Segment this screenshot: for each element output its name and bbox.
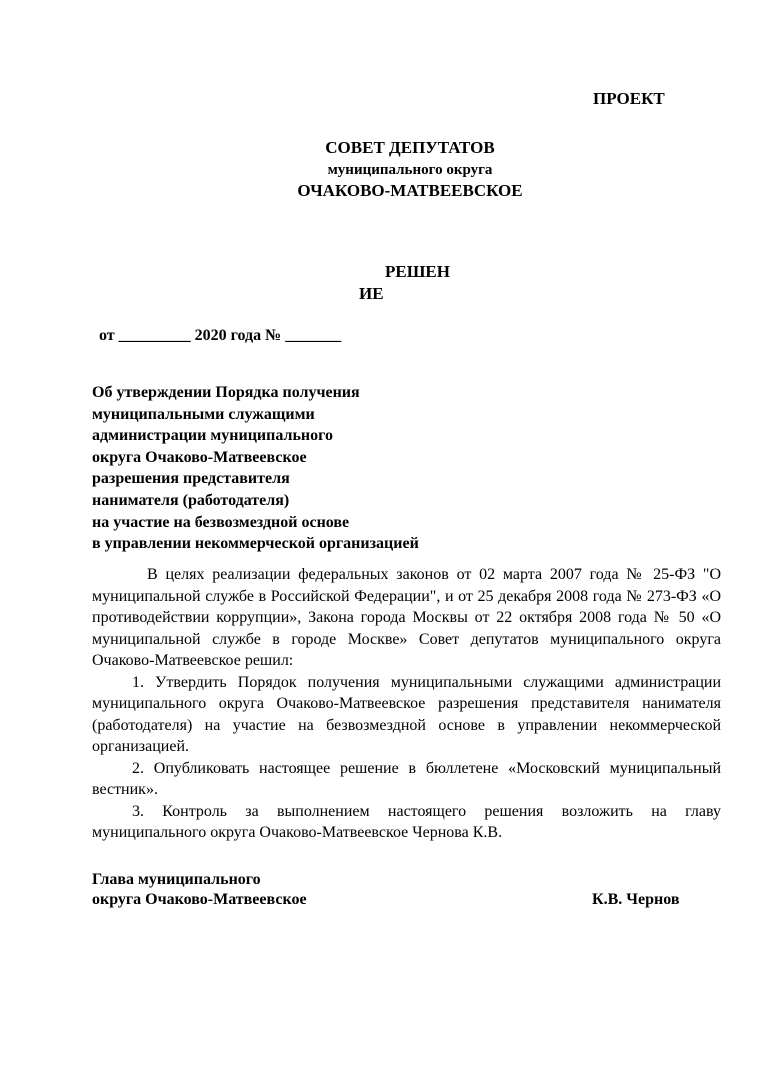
- decision-subject: [92, 382, 419, 555]
- district-name: ОЧАКОВО-МАТВЕЕВСКОЕ: [297, 181, 523, 200]
- signature-title-line2: округа Очаково-Матвеевское: [92, 891, 307, 908]
- decision-title-part2: ИЕ: [359, 284, 384, 303]
- decision-item-3: 3. Контроль за выполнением настоящего решения возложить на главу муниципального округа Очаково-Матвеевское Чернова К.В.: [92, 802, 721, 841]
- municipality-line: муниципального округа: [327, 162, 493, 178]
- subject-line: на участие на безвозмездной основе: [92, 513, 350, 531]
- draft-label: ПРОЕКТ: [593, 89, 665, 108]
- subject-line: разрешения представителя: [92, 470, 290, 488]
- subject-line: округа Очаково-Матвеевское: [92, 448, 307, 466]
- subject-line: Об утверждении Порядка получения: [92, 384, 360, 401]
- subject-line: муниципальными служащими: [92, 405, 315, 423]
- subject-line: нанимателя (работодателя): [92, 491, 290, 509]
- signature-name: К.В. Чернов: [592, 891, 680, 908]
- decision-item-2: 2. Опубликовать настоящее решение в бюллетене «Московский муниципальный вестник».: [92, 759, 721, 798]
- council-title: СОВЕТ ДЕПУТАТОВ: [325, 138, 495, 157]
- decision-item-1: 1. Утвердить Порядок получения муниципальными служащими администрации муниципального округа Очаково-Матвеевское разрешения представителя нанимателя (работодателя) на участие на безвозмездной основе в управлении некоммерческой организацией.: [92, 673, 721, 755]
- decision-title-part1: РЕШЕН: [385, 262, 450, 281]
- decision-body: [92, 564, 721, 844]
- signature-title-line1: Глава муниципального: [92, 871, 261, 888]
- preamble-paragraph: В целях реализации федеральных законов от 02 марта 2007 года № 25-ФЗ "О муниципальной службе в Российской Федерации", и от 25 декабря 2008 года № 273-ФЗ «О противодействии коррупции», Закона города Москвы от 22 октября 2008 года № 50 «О муниципальной службе в городе Москве» Совет депутатов муниципального округа Очаково-Матвеевское решил:: [92, 566, 721, 669]
- subject-line: администрации муниципального: [92, 427, 334, 445]
- subject-line: в управлении некоммерческой организацией: [92, 535, 419, 553]
- decision-date-line: от _________ 2020 года № _______: [99, 327, 342, 344]
